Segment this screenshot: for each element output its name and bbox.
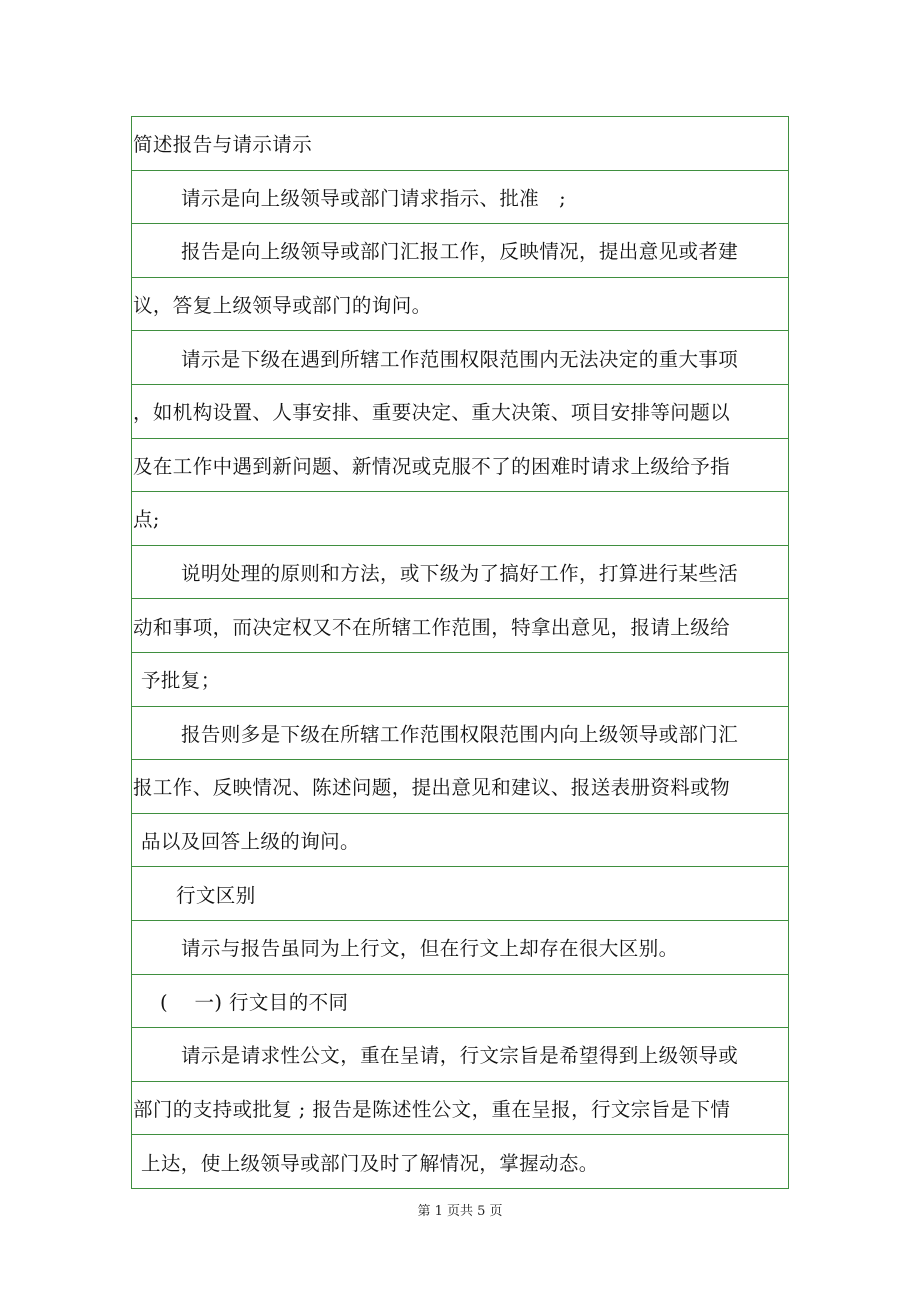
text-line: 品以及回答上级的询问。 (141, 830, 360, 854)
text-row (132, 707, 788, 761)
text-line: 议，答复上级领导或部门的询问。 (133, 294, 432, 318)
section-heading-row (132, 867, 788, 921)
subsection-heading: ( 一) 行文目的不同 (160, 990, 349, 1014)
text-line: 报工作、反映情况、陈述问题，提出意见和建议、报送表册资料或物 (133, 776, 731, 800)
page-footer (0, 1200, 920, 1219)
text-row (132, 653, 788, 707)
text-row (132, 760, 788, 814)
document-title: 简述报告与请示请示 (133, 133, 313, 157)
text-row (132, 331, 788, 385)
text-line: 动和事项，而决定权又不在所辖工作范围，特拿出意见，报请上级给 (133, 615, 731, 639)
text-row (132, 439, 788, 493)
text-line: 说明处理的原则和方法，或下级为了搞好工作，打算进行某些活 (181, 562, 739, 586)
text-row (132, 814, 788, 868)
text-line: 予批复； (141, 669, 221, 693)
document-title-row (132, 117, 788, 171)
subsection-heading-row (132, 975, 788, 1029)
text-line: 请示是下级在遇到所辖工作范围权限范围内无法决定的重大事项 (181, 347, 739, 371)
text-row (132, 1082, 788, 1136)
text-line: 请示是向上级领导或部门请求指示、批准 ; (181, 186, 567, 210)
text-line: 上达，使上级领导或部门及时了解情况，掌握动态。 (141, 1151, 599, 1175)
text-line: ，如机构设置、人事安排、重要决定、重大决策、项目安排等问题以 (133, 401, 731, 425)
text-line: 请示与报告虽同为上行文，但在行文上却存在很大区别。 (181, 937, 679, 961)
text-row (132, 599, 788, 653)
text-row (132, 1135, 788, 1189)
text-line: 及在工作中遇到新问题、新情况或克服不了的困难时请求上级给予指 (133, 454, 731, 478)
text-row (132, 385, 788, 439)
text-row (132, 224, 788, 278)
section-heading: 行文区别 (176, 883, 256, 907)
text-row (132, 546, 788, 600)
text-row (132, 1028, 788, 1082)
text-line: 报告是向上级领导或部门汇报工作，反映情况，提出意见或者建 (181, 240, 739, 264)
page-number: 第 1 页共 5 页 (417, 1204, 503, 1219)
text-line: 部门的支持或批复 ; 报告是陈述性公文，重在呈报，行文宗旨是下情 (133, 1097, 731, 1121)
document-table (131, 116, 789, 1189)
text-row (132, 492, 788, 546)
text-line: 点; (133, 508, 160, 532)
text-line: 报告则多是下级在所辖工作范围权限范围内向上级领导或部门汇 (181, 722, 739, 746)
text-row (132, 278, 788, 332)
text-row (132, 171, 788, 225)
text-line: 请示是请求性公文，重在呈请，行文宗旨是希望得到上级领导或 (181, 1044, 739, 1068)
text-row (132, 921, 788, 975)
